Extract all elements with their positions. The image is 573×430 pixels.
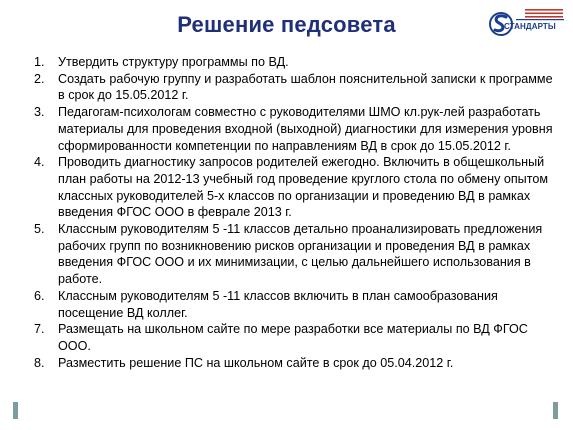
list-item	[34, 71, 554, 104]
list-item	[34, 104, 554, 154]
item-text: Создать рабочую группу и разработать шаблон пояснительной записки к программе в срок до 15.05.2012 г.	[58, 71, 553, 103]
list-item	[34, 288, 554, 321]
left-accent-bar	[13, 402, 18, 419]
right-accent-bar	[553, 402, 558, 419]
item-text: Утвердить структуру программы по ВД.	[58, 55, 289, 69]
list-item	[34, 54, 554, 71]
standards-logo	[487, 4, 567, 38]
slide-title: Решение педсовета	[177, 12, 396, 37]
list-item	[34, 321, 554, 354]
decisions-list	[34, 54, 554, 371]
item-number: 7.	[34, 322, 45, 337]
item-text: Разместить решение ПС на школьном сайте в срок до 05.04.2012 г.	[58, 355, 454, 370]
logo-label: СТАНДАРТЫ	[504, 22, 556, 31]
item-text: Проводить диагностику запросов родителей ежегодно. Включить в общешкольный план работы на 2012-13 учебный год проведение круглого стола по обмену опытом классных руководителей 5-х классов по организации и проведению ВД в рамках введения ФГОС ООО в феврале 2013 г.	[58, 155, 549, 220]
list-item	[34, 154, 554, 221]
item-number: 3.	[34, 105, 45, 120]
item-number: 2.	[34, 71, 45, 86]
item-number: 4.	[34, 155, 45, 170]
list-item	[34, 355, 554, 372]
list-item	[34, 221, 554, 288]
item-number: 6.	[34, 288, 45, 303]
item-number: 5.	[34, 222, 45, 237]
item-number: 1.	[34, 55, 45, 69]
stylized-s-logo-icon	[487, 4, 567, 38]
item-text: Классным руководителям 5 -11 классов включить в план самообразования посещение ВД коллег.	[58, 288, 498, 320]
item-text: Педагогам-психологам совместно с руководителями ШМО кл.рук-лей разработать материалы для проведения входной (выходной) диагностики для измерения уровня сформированности компетенции по направлениям ВД в срок до 15.05.2012 г.	[58, 105, 553, 153]
item-number: 8.	[34, 355, 45, 370]
item-text: Классным руководителям 5 -11 классов детально проанализировать предложения рабочих групп по возникновению рисков организации и проведения ВД в рамках введения ФГОС ООО и их минимизации, с целью дальнейшего использования в работе.	[58, 222, 543, 287]
item-text: Размещать на школьном сайте по мере разработки все материалы по ВД ФГОС ООО.	[58, 322, 528, 353]
